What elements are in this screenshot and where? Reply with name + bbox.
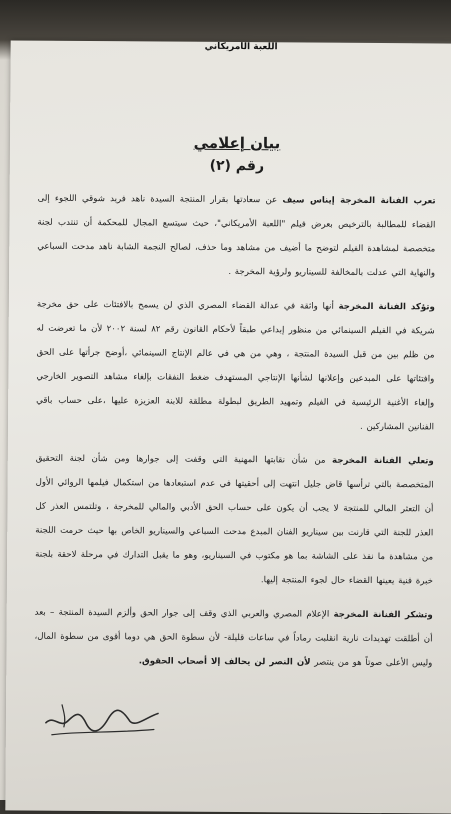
paragraph-2-lead: وتؤكد الفنانة المخرجة (338, 301, 435, 313)
paragraph-4 (34, 601, 432, 676)
paragraph-2 (36, 293, 435, 440)
paragraph-3 (35, 447, 434, 594)
paragraph-3-lead: وتعلي الفنانة المخرجة (332, 455, 434, 467)
statement-title: بيان إعلامي (193, 133, 281, 153)
document-page (5, 40, 451, 813)
handwritten-signature (42, 693, 162, 744)
paragraph-4-text: الإعلام المصري والعربي الذي وقف إلى جوار الحق وألزم السيدة المنتجة – بعد أن أطلقت تهديدات نارية انقلبت رماداً في ساعات قليلة- لأن سطوة الحق هي دوما أقوى من سطوة المال، وليس الأعلى صوتاً هو من ينتصر (34, 607, 433, 669)
statement-number: رقم (٢) (209, 157, 265, 175)
paragraph-4-lead: وتشكر الفنانة المخرجة (333, 609, 433, 621)
paragraph-1-lead: تعرب الفنانة المخرجة إيناس سيف (282, 195, 436, 207)
statement-body (34, 133, 436, 686)
paragraph-4-closing: لأن النصر لن يحالف إلا أصحاب الحقوق. (138, 656, 311, 668)
paragraph-2-text: أنها واثقة في عدالة القضاء المصري الذي لن يسمح بالافتئات على حق مخرجة شريكة في الفيلم السينمائي من منظور إبداعي طبقاً لأحكام القانون رقم ٨٢ لسنة ٢٠٠٢ لأن ما تعرضت له من ظلم بين من قبل السيدة المنتجة ، وهي من هي في عالم الإنتاج السينمائي ،أوضح جرأتها على الحق وافتئاتها على المبدعين وإعلانها لشأنها الإنتاجي المستهدف ضغط النفقات بإلغاء مشاهد التصوير الخارجي وإلغاء الأغنية الرئيسية في الفيلم وتمهيد الطريق لبطولة مطلقة للابنة العزيزة عليها ،على حساب باقي الفنانين المشاركين . (36, 299, 435, 433)
paragraph-1-text: عن سعادتها بقرار المنتجة السيدة ناهد فريد شوقي اللجوء إلى القضاء للمطالبة بالترخيص بعرض فيلم "اللعبة الأمريكاني"، حيث سيتسع المجال للمحكمة أن تنتدب لجنة متخصصة لمشاهدة الفيلم لتوضح ما أضيف من مشاهد وما حذف، لصالح النجمة الشابة ناهد مدحت السباعي والنهاية التي عدلت بالمخالفة للسيناريو ولرؤية المخرجة . (37, 193, 436, 279)
top-text-fragment: اللعبة الأمريكاني (204, 41, 278, 53)
paragraph-3-text: من شأن نقابتها المهنية التي وقفت إلى جوارها ومن شأن لجنة التحقيق المتخصصة بالتي ترأسها قاض جليل انتهت إلى أحقيتها في عدم استبعادها من استكمال فيلمها الروائي الأول أن التعثر المالي للمنتجة لا يجب أن يكون على حساب الحق الأدبي والمالي للمخرجة ، وتلتمس العذر كل العذر للجنة التي قارنت بين سيناريو الفنان المبدع مدحت السباعي والسيناريو الخاص بها حيث حرمت اللجنة من مشاهدة ما نفذ على الشاشة بما هو مكتوب في السيناريو، وهو ما يقبل التدارك في مرحلة لاحقة بلجنة خبرة فنية يعينها القضاء حال لجوء المنتجة إليها. (35, 453, 434, 587)
paragraph-1 (37, 187, 436, 286)
